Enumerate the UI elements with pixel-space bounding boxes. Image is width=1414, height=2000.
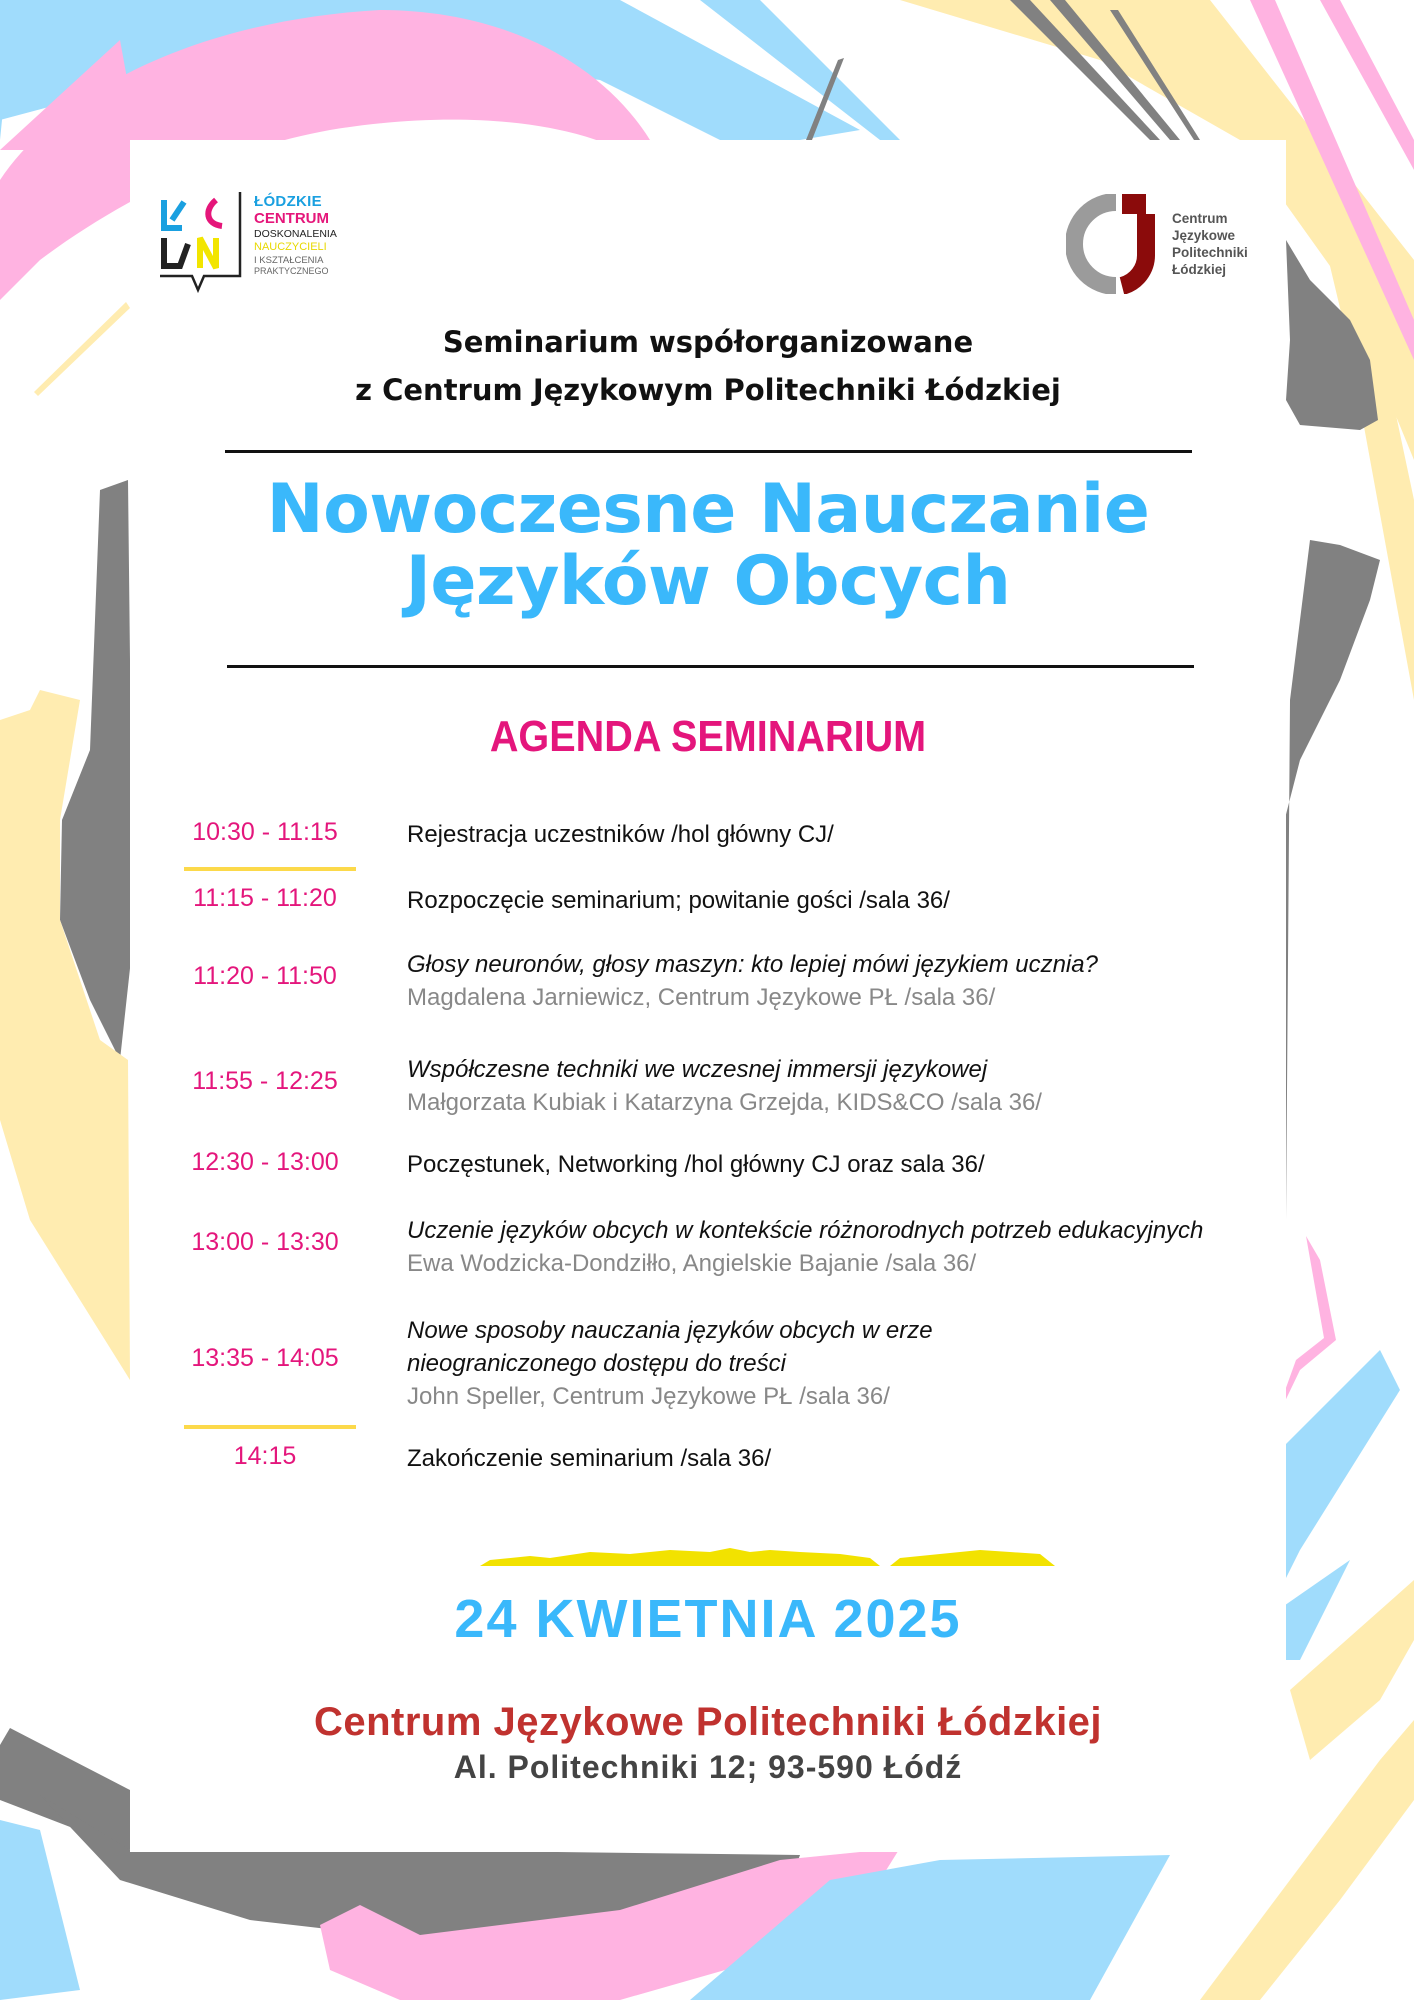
agenda-description [407,1148,1267,1181]
agenda-speaker: Ewa Wodzicka-Dondziłło, Angielskie Bajanie /sala 36/ [407,1250,977,1277]
logo-line: PRAKTYCZNEGO [254,266,329,276]
agenda-speaker: Magdalena Jarniewicz, Centrum Językowe PŁ /sala 36/ [407,984,996,1011]
logo-line: Politechniki [1172,245,1248,260]
brush-stroke-blue-bottom-left [0,1820,80,2000]
brush-stroke-blue-right [1280,1350,1400,1590]
agenda-time: 10:30 - 11:15 [192,818,338,846]
cj-logo [1066,194,1266,294]
agenda-description [407,884,1267,917]
brush-stroke-yellow-left-thin [34,302,130,396]
logo-line: CENTRUM [254,210,329,227]
lcdn-mark-icon [158,192,248,304]
agenda-title: Nowe sposoby nauczania języków obcych w erze [407,1317,933,1344]
agenda-description [407,948,1267,1014]
subtitle-line: z Centrum Językowym Politechniki Łódzkiej [355,373,1061,407]
yellow-brush-divider [470,1544,1090,1566]
agenda-time: 11:55 - 12:25 [192,1067,338,1095]
title-line: Nowoczesne Nauczanie [266,470,1150,549]
agenda-time: 11:20 - 11:50 [193,962,337,990]
logo-line: Centrum [1172,211,1228,226]
event-address: Al. Politechniki 12; 93-590 Łódź [453,1749,963,1785]
subtitle-line: Seminarium współorganizowane [442,325,974,359]
agenda-title: Zakończenie seminarium /sala 36/ [407,1445,772,1472]
subtitle [130,318,1286,414]
agenda-description [407,1314,1267,1413]
brush-stroke-gray-right-lower [1280,540,1380,1220]
agenda-title: Uczenie języków obcych w kontekście różnorodnych potrzeb edukacyjnych [407,1217,1204,1244]
cj-logo-text [1172,210,1248,278]
agenda-description [407,818,1267,851]
logo-line: ŁÓDZKIE [254,193,322,210]
poster-card [130,140,1286,1852]
agenda-speaker: Małgorzata Kubiak i Katarzyna Grzejda, KIDS&CO /sala 36/ [407,1089,1042,1116]
logo-line: DOSKONALENIA [254,228,337,240]
agenda-heading: AGENDA SEMINARIUM [489,712,927,761]
agenda-time: 14:15 [233,1442,297,1470]
divider [227,665,1194,668]
lcdnikp-logo [158,192,388,312]
agenda-title: Głosy neuronów, głosy maszyn: kto lepiej mówi językiem ucznia? [407,951,1098,978]
agenda-title: Poczęstunek, Networking /hol główny CJ oraz sala 36/ [407,1151,985,1178]
agenda-description [407,1442,1267,1475]
logo-line: Językowe [1172,228,1236,243]
lcdnikp-logo-text [254,194,337,276]
logo-line: Łódzkiej [1172,262,1227,277]
logo-line: NAUCZYCIELI [254,240,327,253]
agenda-speaker: John Speller, Centrum Językowe PŁ /sala 36/ [407,1383,890,1410]
event-date: 24 KWIETNIA 2025 [454,1589,962,1649]
agenda-description [407,1214,1267,1280]
title-line: Języków Obcych [405,542,1011,621]
agenda-title: Współczesne techniki we wczesnej immersji językowej [407,1056,988,1083]
separator [184,1425,356,1429]
agenda-title: Rejestracja uczestników /hol główny CJ/ [407,821,834,848]
agenda-time: 13:35 - 14:05 [191,1344,339,1372]
agenda-time: 11:15 - 11:20 [193,884,337,912]
agenda-time: 12:30 - 13:00 [191,1148,339,1176]
agenda-time: 13:00 - 13:30 [191,1228,339,1256]
seminar-title [130,470,1286,621]
event-venue: Centrum Językowe Politechniki Łódzkiej [313,1700,1103,1744]
agenda-description [407,1053,1267,1119]
agenda-title: nieograniczonego dostępu do treści [407,1350,786,1377]
cj-mark-icon [1066,194,1170,294]
logo-line: I KSZTAŁCENIA [254,254,324,266]
separator [184,867,356,871]
agenda-title: Rozpoczęcie seminarium; powitanie gości /sala 36/ [407,887,950,914]
divider [225,450,1192,453]
